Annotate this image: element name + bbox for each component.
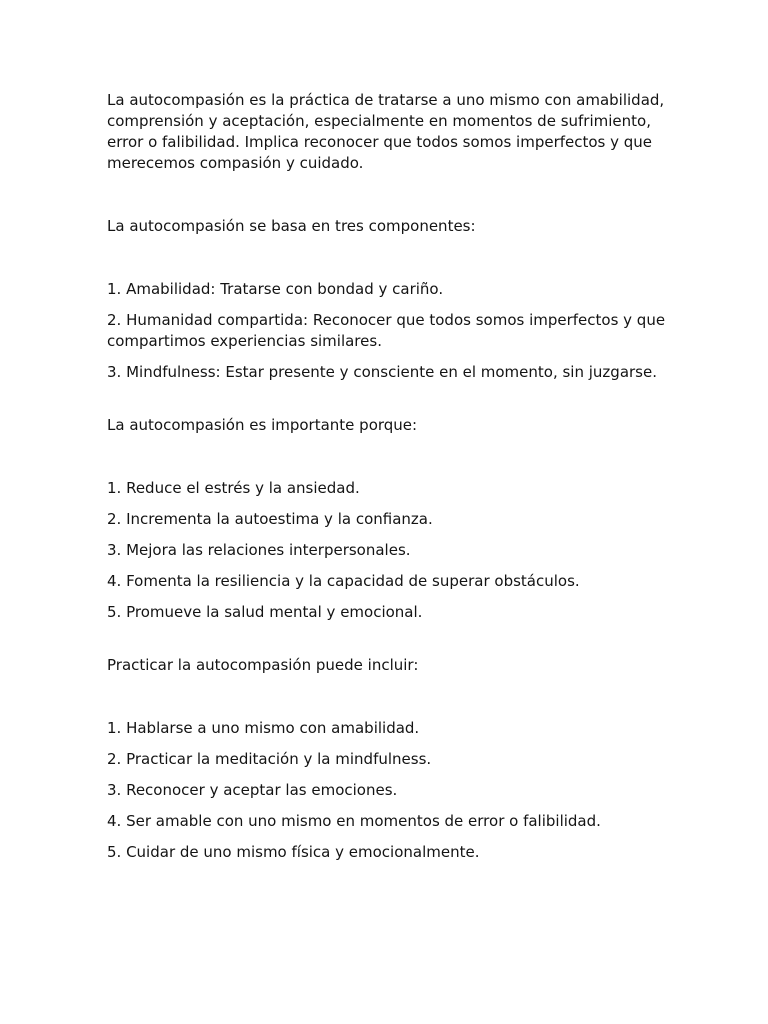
intro-paragraph: La autocompasión es la práctica de tratarse a uno mismo con amabilidad, comprensión y aceptación, especialmente en momentos de sufrimiento, error o falibilidad. Implica reconocer que todos somos imperfectos y que merecemos compasión y cuidado. xyxy=(107,91,665,172)
list-item: 5. Promueve la salud mental y emocional. xyxy=(107,603,423,621)
practice-list xyxy=(107,718,667,863)
list-item: 3. Mejora las relaciones interpersonales. xyxy=(107,541,411,559)
list-item: 1. Amabilidad: Tratarse con bondad y cariño. xyxy=(107,280,444,298)
list-item: 3. Mindfulness: Estar presente y consciente en el momento, sin juzgarse. xyxy=(107,363,657,381)
list-item: 3. Reconocer y aceptar las emociones. xyxy=(107,781,398,799)
components-list xyxy=(107,279,667,383)
list-item: 5. Cuidar de uno mismo física y emocionalmente. xyxy=(107,843,480,861)
list-item: 2. Practicar la meditación y la mindfulness. xyxy=(107,750,432,768)
document-body xyxy=(107,90,667,873)
importance-heading: La autocompasión es importante porque: xyxy=(107,416,418,434)
components-heading: La autocompasión se basa en tres componentes: xyxy=(107,217,476,235)
list-item: 1. Reduce el estrés y la ansiedad. xyxy=(107,479,360,497)
importance-list xyxy=(107,478,667,623)
practice-heading: Practicar la autocompasión puede incluir: xyxy=(107,656,419,674)
list-item: 2. Incrementa la autoestima y la confianza. xyxy=(107,510,433,528)
list-item: 4. Fomenta la resiliencia y la capacidad de superar obstáculos. xyxy=(107,572,580,590)
list-item: 1. Hablarse a uno mismo con amabilidad. xyxy=(107,719,420,737)
list-item: 2. Humanidad compartida: Reconocer que todos somos imperfectos y que compartimos experiencias similares. xyxy=(107,311,666,350)
list-item: 4. Ser amable con uno mismo en momentos de error o falibilidad. xyxy=(107,812,601,830)
